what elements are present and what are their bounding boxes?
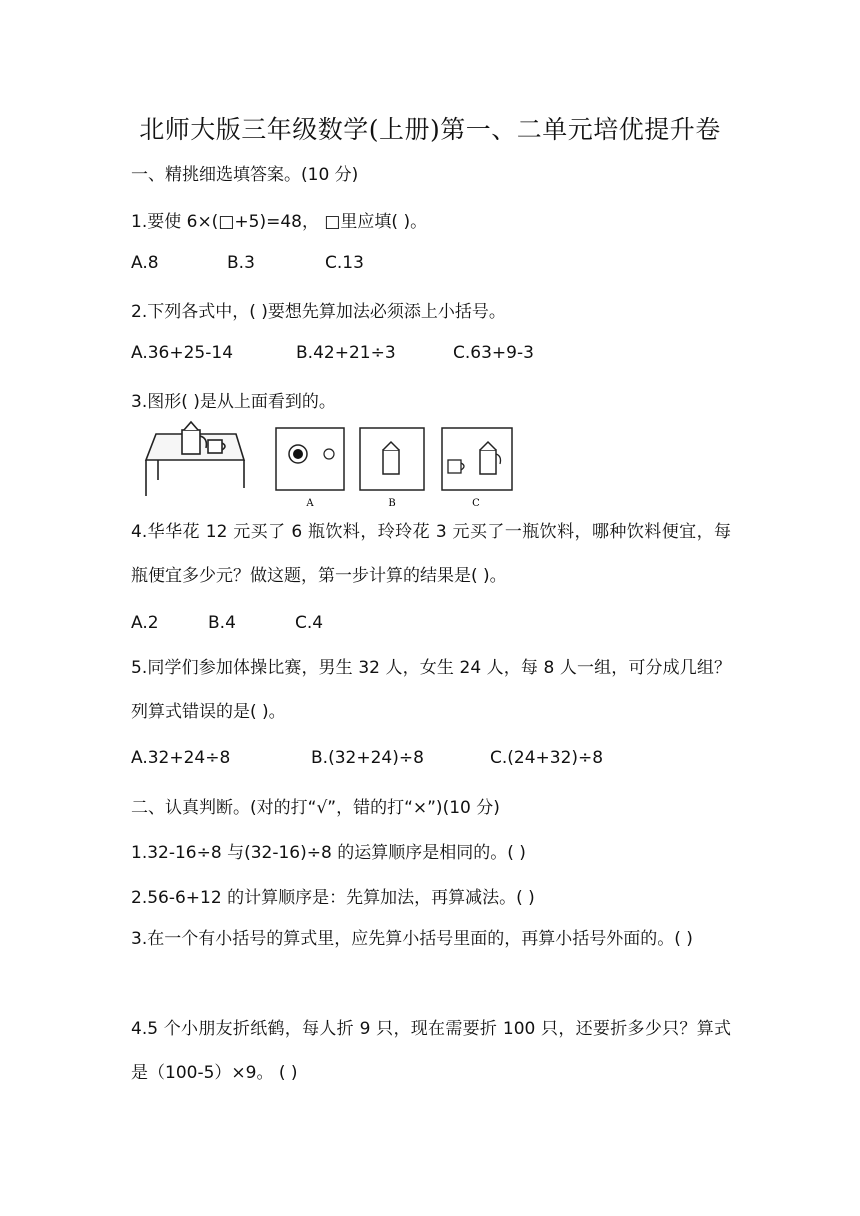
question-2: 2.下列各式中，( )要想先算加法必须添上小括号。 bbox=[131, 302, 506, 322]
option-a: A.36+25-14 bbox=[131, 343, 234, 363]
option-a: A.32+24÷8 bbox=[131, 748, 231, 768]
question-5: 5.同学们参加体操比赛，男生 32 人，女生 24 人，每 8 人一组，可分成几组？列算式错误的是( )。 bbox=[131, 658, 731, 722]
figure-b-label: B bbox=[388, 498, 396, 509]
option-a: A.2 bbox=[131, 613, 159, 633]
figure-a-label: A bbox=[306, 498, 314, 509]
option-c: C.4 bbox=[295, 613, 324, 633]
figure-c bbox=[442, 428, 512, 509]
section-1-heading: 一、精挑细选填答案。(10 分) bbox=[131, 165, 359, 185]
question-3: 3.图形( )是从上面看到的。 bbox=[131, 392, 336, 412]
table-scene-figure bbox=[146, 422, 244, 496]
figure-c-label: C bbox=[472, 498, 480, 509]
option-b: B.4 bbox=[208, 613, 236, 633]
question-3-figures bbox=[136, 420, 516, 510]
figure-a bbox=[276, 428, 344, 509]
question-4: 4.华华花 12 元买了 6 瓶饮料，玲玲花 3 元买了一瓶饮料，哪种饮料便宜，每瓶便宜多少元？做这题，第一步计算的结果是( )。 bbox=[131, 522, 731, 586]
option-b: B.3 bbox=[227, 253, 255, 273]
option-b: B.42+21÷3 bbox=[296, 343, 396, 363]
section-2-heading: 二、认真判断。(对的打“√”，错的打“×”)(10 分) bbox=[131, 798, 500, 818]
view-figures-image bbox=[136, 420, 516, 510]
figure-b bbox=[360, 428, 424, 509]
option-c: C.13 bbox=[325, 253, 364, 273]
option-c: C.63+9-3 bbox=[453, 343, 534, 363]
judgment-1: 1.32-16÷8 与(32-16)÷8 的运算顺序是相同的。( ) bbox=[131, 843, 526, 863]
judgment-3: 3.在一个有小括号的算式里，应先算小括号里面的，再算小括号外面的。( ) bbox=[131, 929, 693, 949]
judgment-2: 2.56-6+12 的计算顺序是：先算加法，再算减法。( ) bbox=[131, 888, 535, 908]
question-1: 1.要使 6×(□+5)=48， □里应填( )。 bbox=[131, 212, 428, 232]
option-b: B.(32+24)÷8 bbox=[311, 748, 424, 768]
judgment-4: 4.5 个小朋友折纸鹤，每人折 9 只，现在需要折 100 只，还要折多少只？算式是（100-5）×9。 ( ) bbox=[131, 1019, 731, 1083]
page-title: 北师大版三年级数学(上册)第一、二单元培优提升卷 bbox=[139, 115, 721, 144]
option-a: A.8 bbox=[131, 253, 159, 273]
option-c: C.(24+32)÷8 bbox=[490, 748, 604, 768]
